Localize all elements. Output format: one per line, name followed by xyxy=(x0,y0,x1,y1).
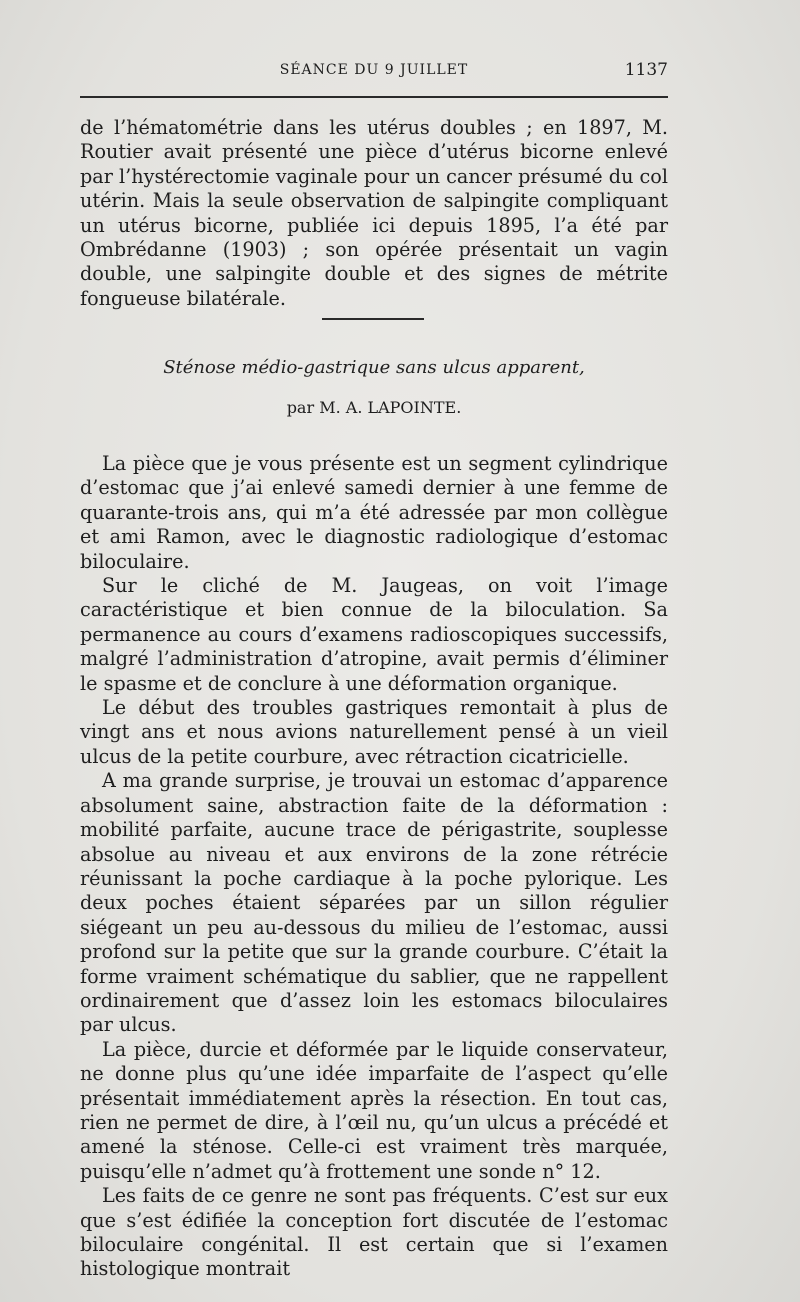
article-paragraph: Le début des troubles gastriques remontait à plus de vingt ans et nous avions naturellement pensé à un vieil ulcus de la petite courbure, avec rétraction cicatricielle. xyxy=(80,696,668,768)
article-body xyxy=(80,452,668,1282)
header-rule xyxy=(80,96,668,98)
article-paragraph: Sur le cliché de M. Jaugeas, on voit l’image caractéristique et bien connue de la biloculation. Sa permanence au cours d’examens radioscopiques successifs, malgré l’administration d’atropine, avait permis d’éliminer le spasme et de conclure à une déformation organique. xyxy=(80,574,668,695)
page-number: 1137 xyxy=(624,60,668,80)
section-separator xyxy=(322,318,424,320)
article-paragraph: A ma grande surprise, je trouvai un estomac d’apparence absolument saine, abstraction faite de la déformation : mobilité parfaite, aucune trace de périgastrite, souplesse absolue au niveau et aux environs de la zone rétrécie réunissant la poche cardiaque à la poche pylorique. Les deux poches étaient séparées par un sillon régulier siégeant un peu au-dessous du milieu de l’estomac, aussi profond sur la petite que sur la grande courbure. C’était la forme vraiment schématique du sablier, que ne rappellent ordinairement que d’assez loin les estomacs biloculaires par ulcus. xyxy=(80,769,668,1037)
running-title: SÉANCE DU 9 JUILLET xyxy=(279,62,469,78)
article-author: par M. A. LAPOINTE. xyxy=(286,398,462,417)
article-paragraph: Les faits de ce genre ne sont pas fréquents. C’est sur eux que s’est édifiée la conception fort discutée de l’estomac biloculaire congénital. Il est certain que si l’examen histologique montrait xyxy=(80,1184,668,1281)
article-paragraph: La pièce que je vous présente est un segment cylindrique d’estomac que j’ai enlevé samedi dernier à une femme de quarante-trois ans, qui m’a été adressée par mon collègue et ami Ramon, avec le diagnostic radiologique d’estomac biloculaire. xyxy=(80,452,668,573)
article-paragraph: La pièce, durcie et déformée par le liquide conservateur, ne donne plus qu’une idée imparfaite de l’aspect qu’elle présentait immédiatement après la résection. En tout cas, rien ne permet de dire, à l’œil nu, qu’un ulcus a précédé et amené la sténose. Celle-ci est vraiment très marquée, puisqu’elle n’admet qu’à frottement une sonde n° 12. xyxy=(80,1037,668,1183)
article-title: Sténose médio-gastrique sans ulcus apparent, xyxy=(163,357,585,378)
page-header xyxy=(80,58,668,84)
intro-paragraph: de l’hématométrie dans les utérus doubles ; en 1897, M. Routier avait présenté une pièce d’utérus bicorne enlevé par l’hystérectomie vaginale pour un cancer présumé du col utérin. Mais la seule observation de salpingite compliquant un utérus bicorne, publiée ici depuis 1895, l’a été par Ombrédanne (1903) ; son opérée présentait un vagin double, une salpingite double et des signes de métrite fongueuse bilatérale. xyxy=(80,116,668,310)
